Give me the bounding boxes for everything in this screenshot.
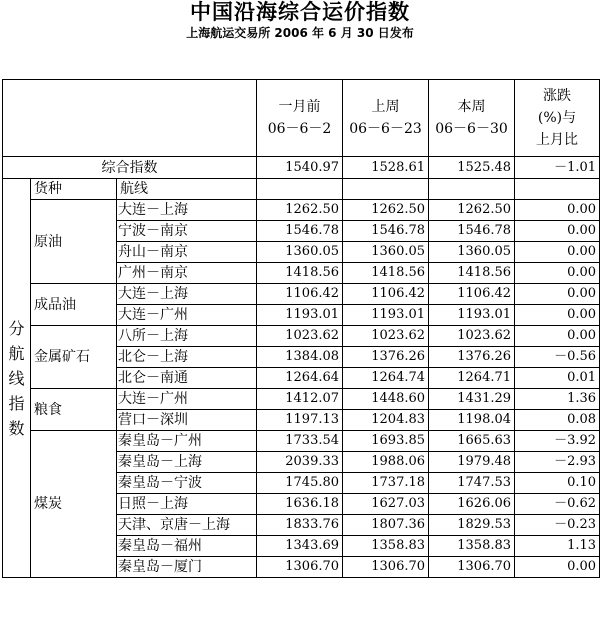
- route-name: 秦皇岛－广州: [117, 431, 257, 452]
- change-value: 0.00: [515, 284, 600, 305]
- month-ago-value: 1343.69: [257, 536, 343, 557]
- route-name: 北仑－南通: [117, 368, 257, 389]
- last-week-value: 1360.05: [343, 242, 429, 263]
- side-label-char: 指: [8, 393, 25, 413]
- side-label-char: 航: [8, 343, 25, 363]
- this-week-value: 1829.53: [429, 515, 515, 536]
- change-value: 0.00: [515, 200, 600, 221]
- last-week-value: 1448.60: [343, 389, 429, 410]
- last-week-value: 1737.18: [343, 473, 429, 494]
- cargo-type: 煤炭: [31, 431, 117, 578]
- freight-index-table: [2, 79, 600, 578]
- header-last-week-label: 上周: [371, 99, 400, 115]
- this-week-value: 1747.53: [429, 473, 515, 494]
- header-change-line3: 上月比: [536, 132, 579, 148]
- route-name: 日照－上海: [117, 494, 257, 515]
- month-ago-value: 1384.08: [257, 347, 343, 368]
- header-last-week: [343, 80, 429, 157]
- month-ago-value: 1745.80: [257, 473, 343, 494]
- route-name: 八所－上海: [117, 326, 257, 347]
- empty-cell: [515, 179, 600, 200]
- side-label-char: 数: [8, 418, 25, 438]
- last-week-value: 1262.50: [343, 200, 429, 221]
- last-week-value: 1204.83: [343, 410, 429, 431]
- month-ago-value: 1264.64: [257, 368, 343, 389]
- header-blank: [3, 80, 257, 157]
- composite-last-week: 1528.61: [343, 157, 429, 179]
- header-change-line1: 涨跌: [543, 88, 572, 104]
- header-last-week-date: 06－6－23: [349, 121, 422, 137]
- header-change: [515, 80, 600, 157]
- route-row: [3, 200, 600, 221]
- header-month-ago-date: 06－6－2: [267, 121, 332, 137]
- month-ago-value: 1106.42: [257, 284, 343, 305]
- route-row: [3, 431, 600, 452]
- side-label: [3, 179, 31, 578]
- this-week-value: 1665.63: [429, 431, 515, 452]
- last-week-value: 1193.01: [343, 305, 429, 326]
- route-row: [3, 326, 600, 347]
- this-week-value: 1376.26: [429, 347, 515, 368]
- month-ago-value: 1546.78: [257, 221, 343, 242]
- month-ago-value: 1197.13: [257, 410, 343, 431]
- month-ago-value: 1306.70: [257, 557, 343, 578]
- route-row: [3, 389, 600, 410]
- change-value: －0.62: [515, 494, 600, 515]
- header-month-ago-label: 一月前: [278, 99, 321, 115]
- month-ago-value: 1418.56: [257, 263, 343, 284]
- publication-line: 上海航运交易所 2006 年 6 月 30 日发布: [186, 26, 414, 40]
- change-value: 0.00: [515, 557, 600, 578]
- last-week-value: 1693.85: [343, 431, 429, 452]
- composite-month-ago: 1540.97: [257, 157, 343, 179]
- route-name: 营口－深圳: [117, 410, 257, 431]
- last-week-value: 1306.70: [343, 557, 429, 578]
- last-week-value: 1988.06: [343, 452, 429, 473]
- this-week-value: 1418.56: [429, 263, 515, 284]
- cargo-type: 成品油: [31, 284, 117, 326]
- this-week-value: 1360.05: [429, 242, 515, 263]
- route-column-label: 航线: [117, 179, 257, 200]
- route-name: 大连－广州: [117, 305, 257, 326]
- route-name: 秦皇岛－宁波: [117, 473, 257, 494]
- cargo-column-label: 货种: [31, 179, 117, 200]
- header-this-week: [429, 80, 515, 157]
- this-week-value: 1358.83: [429, 536, 515, 557]
- this-week-value: 1198.04: [429, 410, 515, 431]
- route-name: 大连－广州: [117, 389, 257, 410]
- route-row: [3, 284, 600, 305]
- month-ago-value: 1360.05: [257, 242, 343, 263]
- last-week-value: 1264.74: [343, 368, 429, 389]
- last-week-value: 1023.62: [343, 326, 429, 347]
- this-week-value: 1193.01: [429, 305, 515, 326]
- month-ago-value: 1262.50: [257, 200, 343, 221]
- header-month-ago: [257, 80, 343, 157]
- change-value: 0.00: [515, 242, 600, 263]
- this-week-value: 1431.29: [429, 389, 515, 410]
- route-name: 秦皇岛－上海: [117, 452, 257, 473]
- route-name: 大连－上海: [117, 200, 257, 221]
- change-value: 0.00: [515, 326, 600, 347]
- side-label-char: 线: [8, 368, 25, 388]
- month-ago-value: 1023.62: [257, 326, 343, 347]
- cargo-type: 原油: [31, 200, 117, 284]
- route-name: 秦皇岛－厦门: [117, 557, 257, 578]
- cargo-type: 粮食: [31, 389, 117, 431]
- header-row: [3, 80, 600, 157]
- last-week-value: 1807.36: [343, 515, 429, 536]
- route-name: 大连－上海: [117, 284, 257, 305]
- change-value: 0.00: [515, 263, 600, 284]
- change-value: 0.00: [515, 221, 600, 242]
- route-name: 宁波－南京: [117, 221, 257, 242]
- header-this-week-date: 06－6－30: [435, 121, 508, 137]
- composite-this-week: 1525.48: [429, 157, 515, 179]
- change-value: －2.93: [515, 452, 600, 473]
- side-label-char: 分: [8, 318, 25, 338]
- last-week-value: 1376.26: [343, 347, 429, 368]
- header-change-line2: (%)与: [537, 110, 577, 126]
- composite-label: 综合指数: [3, 157, 257, 179]
- change-value: －0.56: [515, 347, 600, 368]
- route-name: 天津、京唐－上海: [117, 515, 257, 536]
- route-name: 北仑－上海: [117, 347, 257, 368]
- month-ago-value: 1833.76: [257, 515, 343, 536]
- change-value: 1.13: [515, 536, 600, 557]
- month-ago-value: 1412.07: [257, 389, 343, 410]
- change-value: 0.01: [515, 368, 600, 389]
- change-value: 1.36: [515, 389, 600, 410]
- header-this-week-label: 本周: [457, 99, 486, 115]
- empty-cell: [343, 179, 429, 200]
- this-week-value: 1106.42: [429, 284, 515, 305]
- change-value: －0.23: [515, 515, 600, 536]
- change-value: －3.92: [515, 431, 600, 452]
- this-week-value: 1264.71: [429, 368, 515, 389]
- month-ago-value: 1193.01: [257, 305, 343, 326]
- composite-row: [3, 157, 600, 179]
- month-ago-value: 1733.54: [257, 431, 343, 452]
- month-ago-value: 2039.33: [257, 452, 343, 473]
- page-title: 中国沿海综合运价指数: [190, 0, 410, 24]
- composite-change: －1.01: [515, 157, 600, 179]
- this-week-value: 1626.06: [429, 494, 515, 515]
- route-name: 舟山－南京: [117, 242, 257, 263]
- last-week-value: 1627.03: [343, 494, 429, 515]
- this-week-value: 1262.50: [429, 200, 515, 221]
- last-week-value: 1418.56: [343, 263, 429, 284]
- this-week-value: 1546.78: [429, 221, 515, 242]
- change-value: 0.00: [515, 305, 600, 326]
- last-week-value: 1546.78: [343, 221, 429, 242]
- empty-cell: [257, 179, 343, 200]
- route-name: 秦皇岛－福州: [117, 536, 257, 557]
- last-week-value: 1358.83: [343, 536, 429, 557]
- last-week-value: 1106.42: [343, 284, 429, 305]
- change-value: 0.08: [515, 410, 600, 431]
- this-week-value: 1979.48: [429, 452, 515, 473]
- this-week-value: 1023.62: [429, 326, 515, 347]
- empty-cell: [429, 179, 515, 200]
- change-value: 0.10: [515, 473, 600, 494]
- route-name: 广州－南京: [117, 263, 257, 284]
- cargo-type: 金属矿石: [31, 326, 117, 389]
- month-ago-value: 1636.18: [257, 494, 343, 515]
- column-label-row: [3, 179, 600, 200]
- this-week-value: 1306.70: [429, 557, 515, 578]
